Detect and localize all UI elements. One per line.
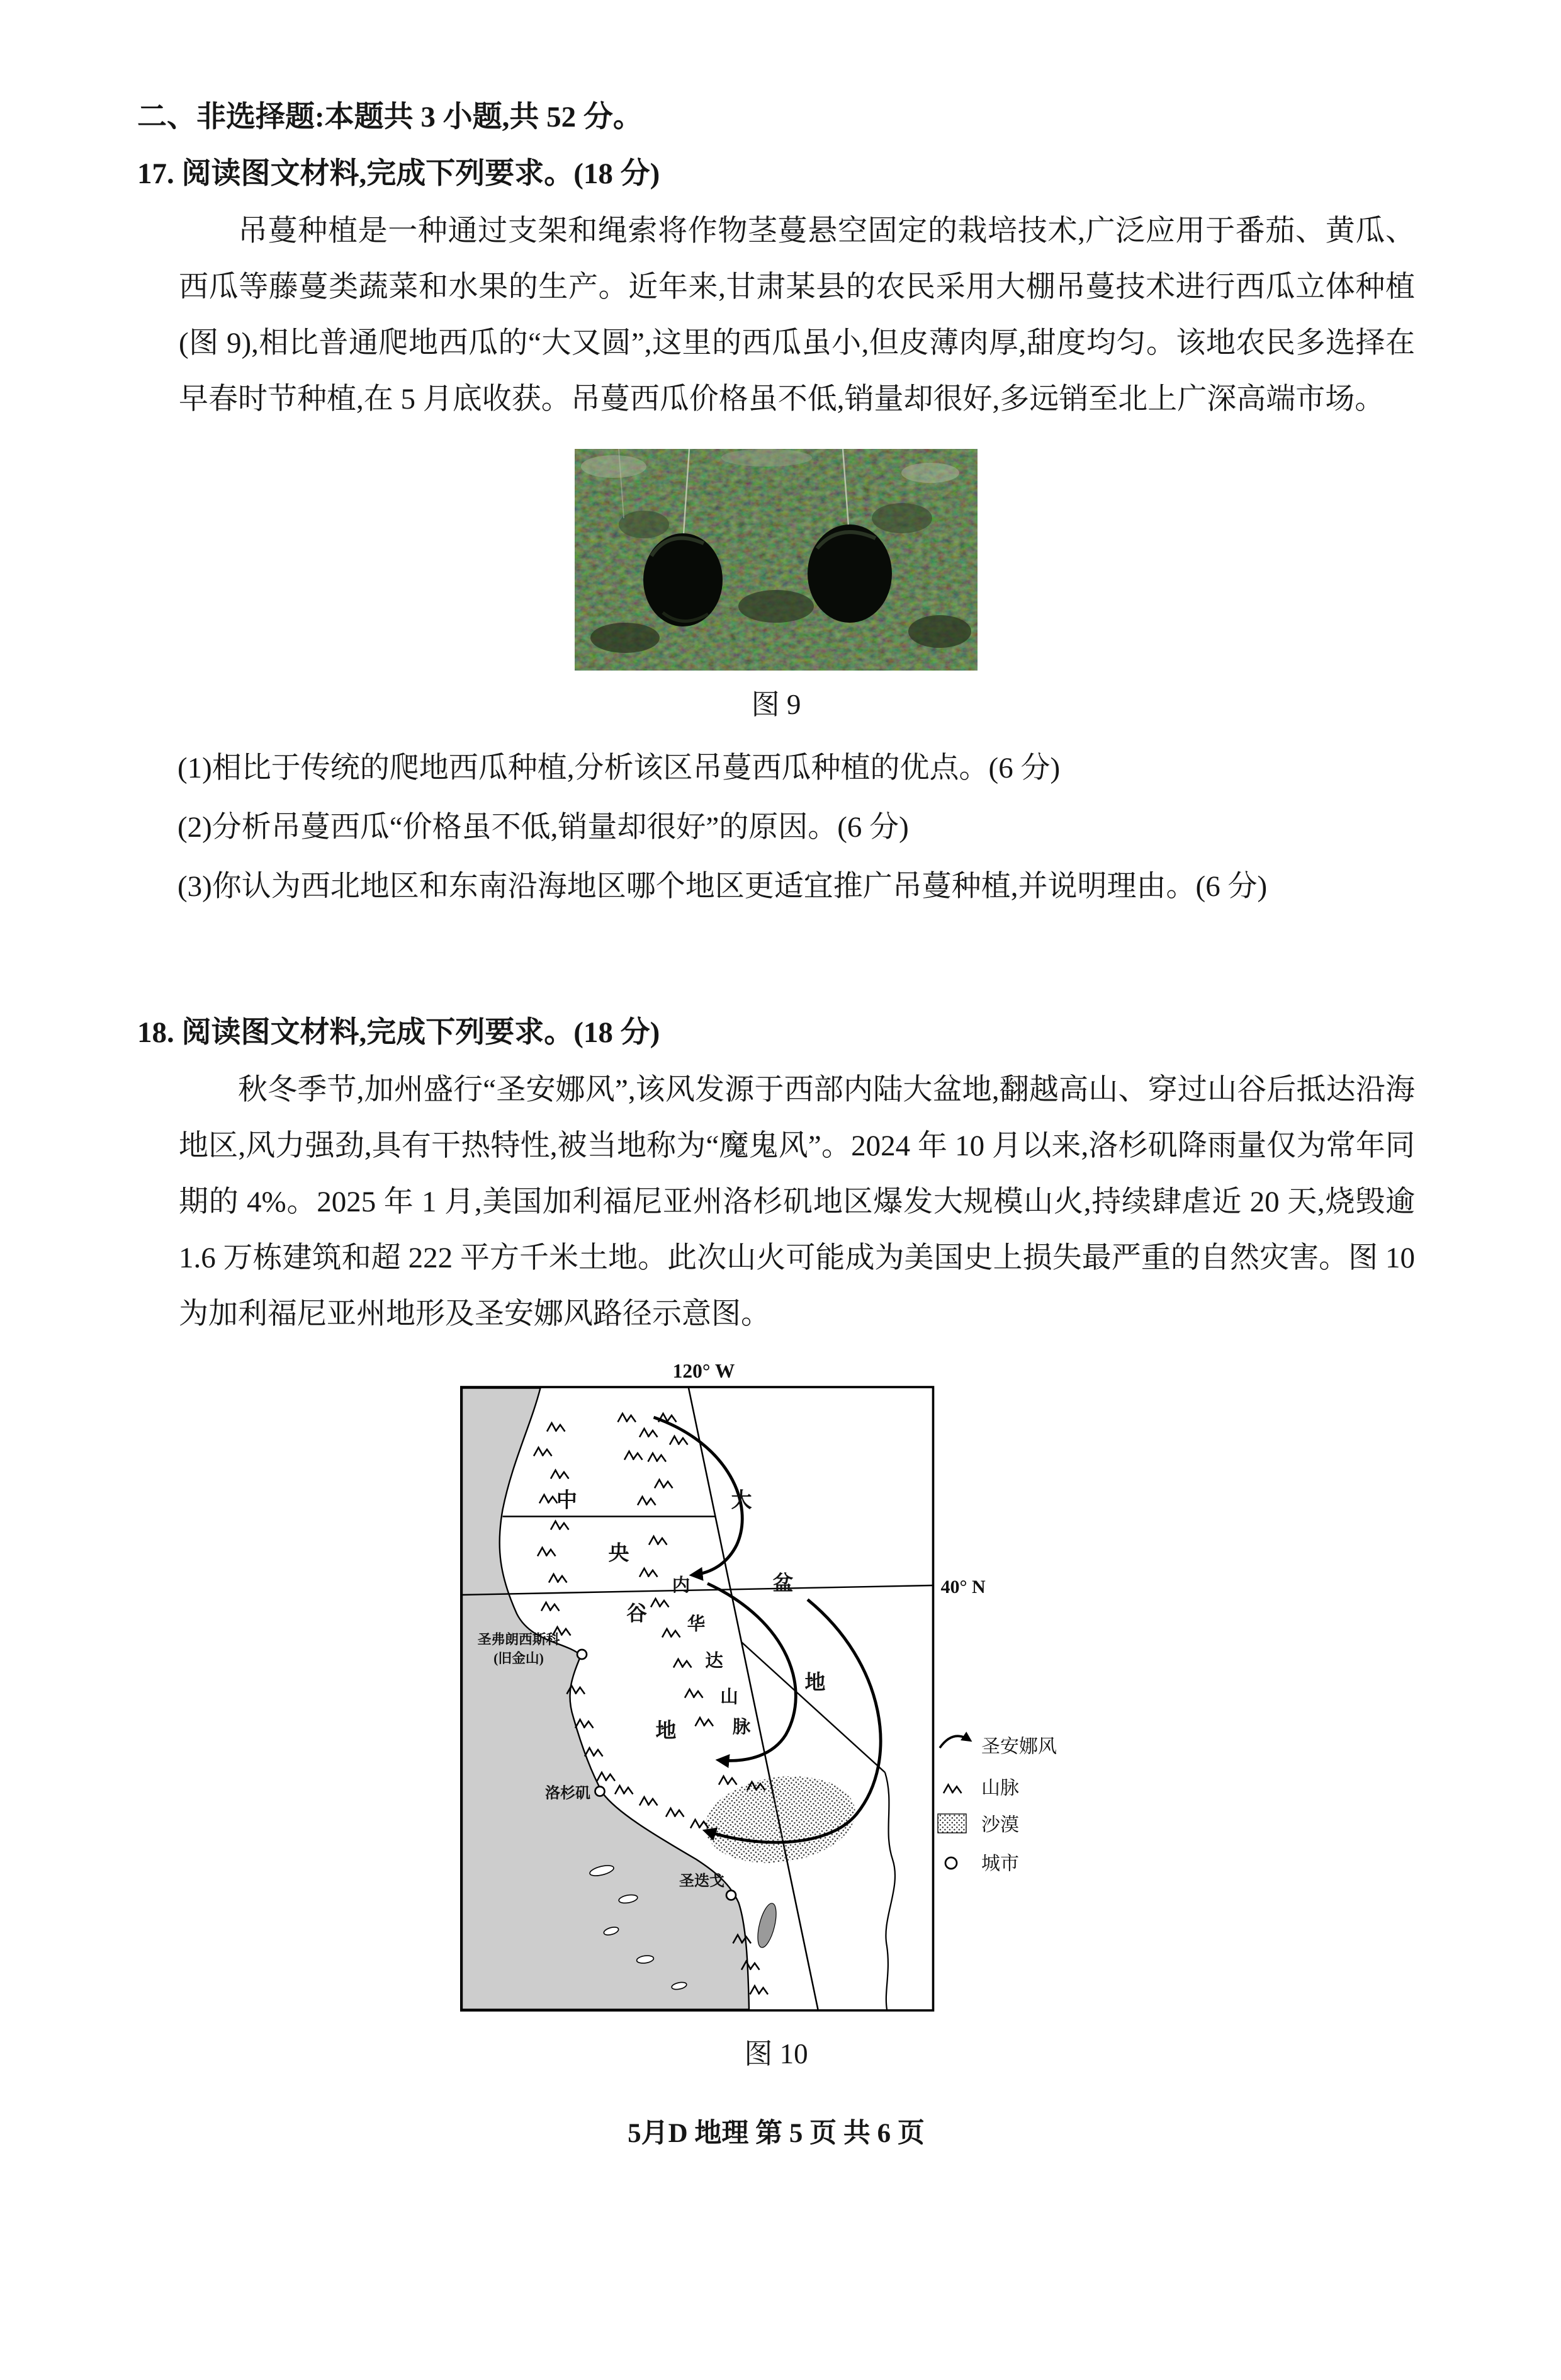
desert-icon bbox=[938, 1814, 966, 1833]
svg-text:沙漠: 沙漠 bbox=[981, 1815, 1019, 1835]
legend-item-desert bbox=[938, 1814, 1019, 1835]
page-footer: 5月D 地理 第 5 页 共 6 页 bbox=[628, 2119, 925, 2148]
figure-10 bbox=[137, 1359, 1415, 2071]
legend-item-mountain bbox=[944, 1778, 1019, 1799]
svg-text:圣安娜风: 圣安娜风 bbox=[981, 1736, 1057, 1757]
subquestion-2: (2)分析吊蔓西瓜“价格虽不低,销量却很好”的原因。(6 分) bbox=[178, 811, 909, 844]
question-17 bbox=[137, 152, 1415, 916]
figure-9-caption: 图 9 bbox=[751, 689, 801, 720]
san-francisco-label2: (旧金山) bbox=[493, 1651, 544, 1666]
svg-text:内: 内 bbox=[672, 1576, 690, 1595]
legend-item-wind bbox=[940, 1736, 1057, 1757]
figure-10-map bbox=[460, 1359, 1093, 2020]
figure-9-photo bbox=[575, 449, 978, 671]
svg-text:华: 华 bbox=[687, 1614, 705, 1635]
figure-10-caption: 图 10 bbox=[744, 2038, 808, 2070]
los-angeles-dot bbox=[595, 1787, 604, 1796]
longitude-label: 120° W bbox=[672, 1360, 735, 1382]
question-17-title: 17. 阅读图文材料,完成下列要求。(18 分) bbox=[137, 157, 660, 190]
city-icon bbox=[945, 1857, 957, 1869]
greenhouse-foliage bbox=[575, 449, 978, 671]
subquestion-3: (3)你认为西北地区和东南沿海地区哪个地区更适宜推广吊蔓种植,并说明理由。(6 分) bbox=[178, 870, 1268, 903]
great-basin-char: 地 bbox=[804, 1672, 825, 1694]
svg-text:城市: 城市 bbox=[981, 1853, 1019, 1874]
svg-text:山脉: 山脉 bbox=[981, 1777, 1019, 1799]
great-basin-char: 大 bbox=[731, 1489, 752, 1512]
wind-arrow-icon bbox=[940, 1736, 970, 1748]
san-francisco-label: 圣弗朗西斯科 bbox=[477, 1632, 560, 1647]
svg-text:脉: 脉 bbox=[732, 1718, 750, 1737]
svg-text:山: 山 bbox=[719, 1687, 738, 1707]
section-header: 二、非选择题:本题共 3 小题,共 52 分。 bbox=[137, 101, 643, 133]
latitude-label: 40° N bbox=[940, 1577, 986, 1597]
subquestion-1: (1)相比于传统的爬地西瓜种植,分析该区吊蔓西瓜种植的优点。(6 分) bbox=[178, 752, 1061, 785]
question-17-passage: 吊蔓种植是一种通过支架和绳索将作物茎蔓悬空固定的栽培技术,广泛应用于番茄、黄瓜、西瓜等藤蔓类蔬菜和水果的生产。近年来,甘肃某县的农民采用大棚吊蔓技术进行西瓜立体种植(图 9),相比普通爬地西瓜的“大又圆”,这里的西瓜虽小,但皮薄肉厚,甜度均匀。该地农民多选择在早春时节种植,在 5 月底收获。吊蔓西瓜价格虽不低,销量却很好,多远销至北上广深高端市场。 bbox=[179, 215, 1415, 416]
central-valley-char: 谷 bbox=[626, 1602, 647, 1626]
san-diego-label: 圣迭戈 bbox=[679, 1873, 724, 1890]
los-angeles-label: 洛杉矶 bbox=[544, 1785, 590, 1802]
san-diego-dot bbox=[726, 1891, 736, 1900]
mountain-icon bbox=[944, 1785, 962, 1794]
question-18-title: 18. 阅读图文材料,完成下列要求。(18 分) bbox=[137, 1016, 660, 1049]
question-18 bbox=[137, 1011, 1415, 2071]
central-valley-char: 央 bbox=[608, 1542, 629, 1565]
central-valley-char: 中 bbox=[556, 1489, 577, 1512]
san-francisco-dot bbox=[577, 1650, 587, 1659]
central-valley-char: 地 bbox=[655, 1720, 676, 1743]
great-basin-char: 盆 bbox=[772, 1572, 793, 1595]
legend-item-city bbox=[945, 1854, 1019, 1874]
question-17-subquestions bbox=[178, 739, 1415, 916]
question-18-passage: 秋冬季节,加州盛行“圣安娜风”,该风发源于西部内陆大盆地,翻越高山、穿过山谷后抵达沿海地区,风力强劲,具有干热特性,被当地称为“魔鬼风”。2024 年 10 月以来,洛杉矶降雨量仅为常年同期的 4%。2025 年 1 月,美国加利福尼亚州洛杉矶地区爆发大规模山火,持续肆虐近 20 天,烧毁逾 1.6 万栋建筑和超 222 平方千米土地。此次山火可能成为美国史上损失最严重的自然灾害。图 10 为加利福尼亚州地形及圣安娜风路径示意图。 bbox=[179, 1074, 1415, 1330]
figure-9 bbox=[137, 449, 1415, 722]
map-legend bbox=[938, 1736, 1057, 1874]
svg-text:达: 达 bbox=[704, 1652, 723, 1671]
